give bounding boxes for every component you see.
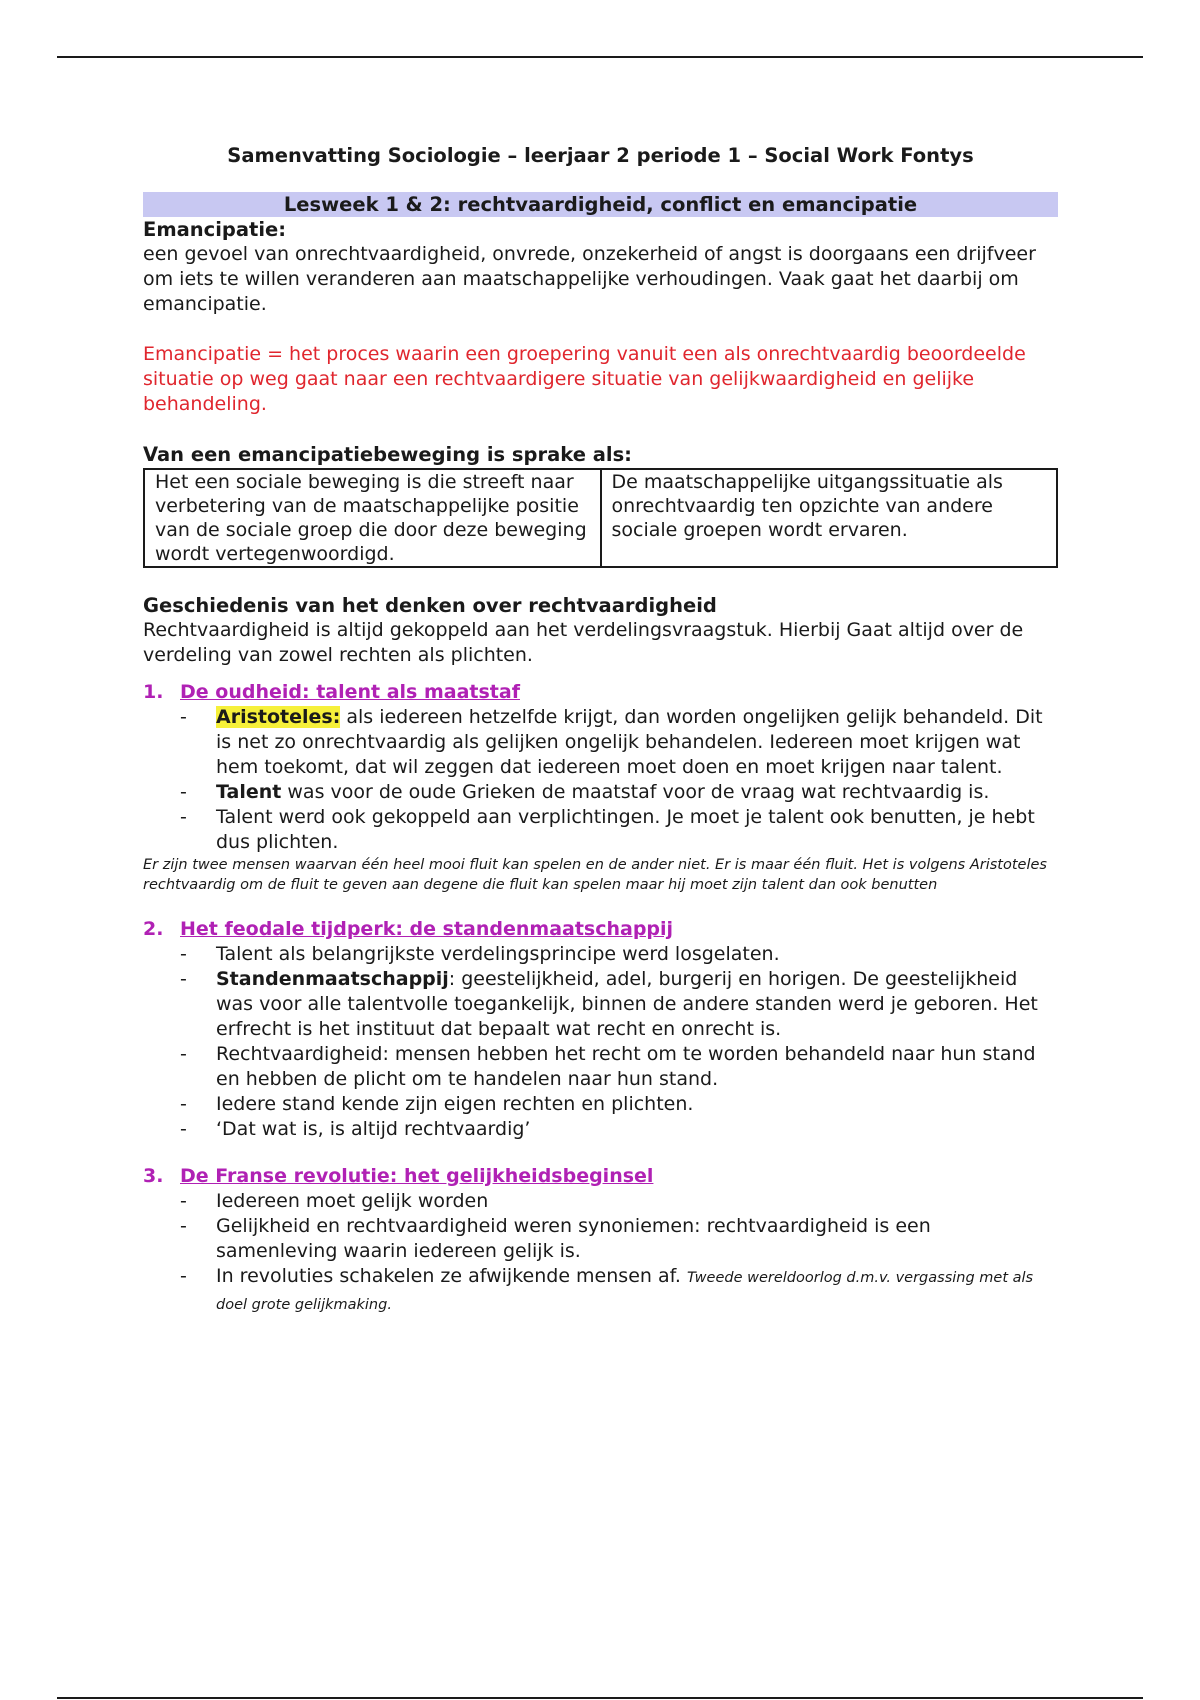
list-item: - Iedere stand kende zijn eigen rechten en plichten. [143, 1092, 1058, 1117]
document-page [143, 136, 1058, 1318]
era-title: De oudheid: talent als maatstaf [180, 681, 520, 703]
emancipatie-definition: Emancipatie = het proces waarin een groepering vanuit een als onrechtvaardig beoordeelde situatie op weg gaat naar een rechtvaardigere situatie van gelijkwaardigheid en gelijke behandeling. [143, 343, 1026, 415]
list-item: - ‘Dat wat is, is altijd rechtvaardig’ [143, 1117, 1058, 1142]
era-3-heading [143, 1164, 1058, 1189]
bottom-rule [57, 1697, 1143, 1699]
list-item: - Rechtvaardigheid: mensen hebben het recht om te worden behandeld naar hun stand en hebben de plicht om te handelen naar hun stand. [143, 1042, 1058, 1092]
era-1-heading [143, 680, 1058, 705]
emancipatie-intro: een gevoel van onrechtvaardigheid, onvrede, onzekerheid of angst is doorgaans een drijfveer om iets te willen veranderen aan maatschappelijke verhoudingen. Vaak gaat het daarbij om emancipatie. [143, 243, 1036, 315]
beweging-right-cell: De maatschappelijke uitgangssituatie als onrechtvaardig ten opzichte van andere sociale groepen wordt ervaren. [601, 469, 1058, 567]
era-number: 1. [143, 681, 164, 703]
era-title: Het feodale tijdperk: de standenmaatschappij [180, 918, 674, 940]
list-item: - Talent was voor de oude Grieken de maatstaf voor de vraag wat rechtvaardig is. [143, 780, 1058, 805]
beweging-heading: Van een emancipatiebeweging is sprake als: [143, 443, 632, 466]
emancipatie-heading: Emancipatie: [143, 218, 287, 241]
era-title: De Franse revolutie: het gelijkheidsbeginsel [180, 1165, 654, 1187]
geschiedenis-heading: Geschiedenis van het denken over rechtvaardigheid [143, 594, 717, 617]
beweging-table [143, 468, 1058, 568]
list-item: - Talent als belangrijkste verdelingsprincipe werd losgelaten. [143, 942, 1058, 967]
geschiedenis-intro: Rechtvaardigheid is altijd gekoppeld aan het verdelingsvraagstuk. Hierbij Gaat altijd over de verdeling van zowel rechten als plichten. [143, 619, 1024, 666]
week-banner: Lesweek 1 & 2: rechtvaardigheid, conflict en emancipatie [143, 192, 1058, 217]
era-3-note: Tweede wereldoorlog d.m.v. vergassing met als doel grote gelijkmaking. [216, 1270, 1034, 1313]
list-item: - Talent werd ook gekoppeld aan verplichtingen. Je moet je talent ook benutten, je hebt dus plichten. [143, 805, 1058, 855]
list-item: - Gelijkheid en rechtvaardigheid weren synoniemen: rechtvaardigheid is een samenleving waarin iedereen gelijk is. [143, 1214, 1058, 1264]
era-number: 2. [143, 918, 164, 940]
beweging-left-cell: Het een sociale beweging is die streeft naar verbetering van de maatschappelijke positie van de sociale groep die door deze beweging wordt vertegenwoordigd. [144, 469, 601, 567]
top-rule [57, 56, 1143, 58]
list-item: - In revoluties schakelen ze afwijkende mensen af. Tweede wereldoorlog d.m.v. vergassing met als doel grote gelijkmaking. [143, 1264, 1058, 1318]
list-item: - Aristoteles: als iedereen hetzelfde krijgt, dan worden ongelijken gelijk behandeld. Dit is net zo onrechtvaardig als gelijken ongelijk behandelen. Iedereen moet krijgen wat hem toekomt, dat wil zeggen dat iedereen moet doen en moet krijgen naar talent. [143, 705, 1058, 780]
document-title: Samenvatting Sociologie – leerjaar 2 periode 1 – Social Work Fontys [227, 144, 974, 167]
era-1-list [143, 705, 1058, 855]
era-2-list [143, 942, 1058, 1142]
era-3-list [143, 1189, 1058, 1318]
era-2-heading [143, 917, 1058, 942]
list-item: - Standenmaatschappij: geestelijkheid, adel, burgerij en horigen. De geestelijkheid was voor alle talentvolle toegankelijk, binnen de andere standen werd je geboren. Het erfrecht is het instituut dat bepaalt wat recht en onrecht is. [143, 967, 1058, 1042]
list-item: - Iedereen moet gelijk worden [143, 1189, 1058, 1214]
era-1-note: Er zijn twee mensen waarvan één heel mooi fluit kan spelen en de ander niet. Er is maar één fluit. Het is volgens Aristoteles rechtvaardig om de fluit te geven aan degene die fluit kan spelen maar hij moet zijn talent dan ook benutten [143, 857, 1047, 893]
era-number: 3. [143, 1165, 164, 1187]
